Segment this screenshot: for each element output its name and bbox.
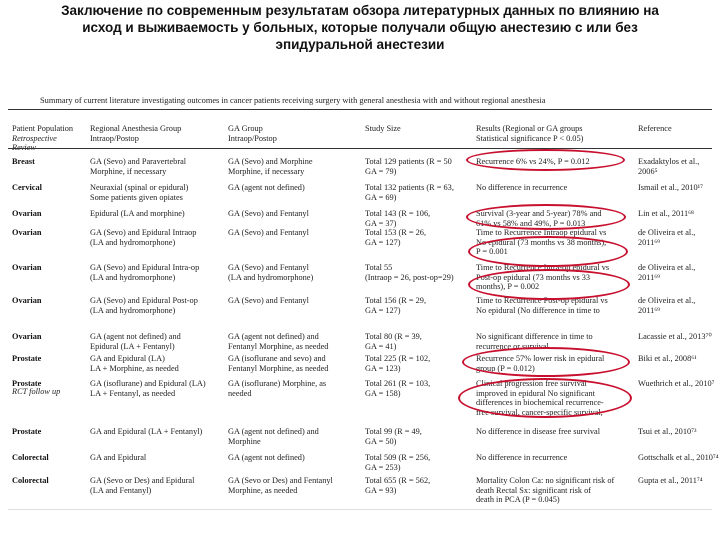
table-cell-results — [476, 183, 567, 193]
cell-line: Tsui et al., 2010⁷³ — [638, 427, 697, 436]
cell-line: GA and Epidural — [90, 453, 147, 462]
table-cell-ga — [228, 209, 309, 219]
table-cell-ra — [90, 157, 186, 176]
cell-line: GA (agent not defined) and — [228, 427, 319, 436]
cell-line: (LA and hydromorphone) — [90, 237, 176, 247]
table-cell-reference — [638, 228, 695, 247]
cell-line: Clinical progression free survival — [476, 379, 587, 388]
cell-line: Epidural (LA and morphine) — [90, 209, 185, 218]
cell-line: GA = 253) — [365, 462, 401, 472]
cell-line: GA = 79) — [365, 166, 397, 176]
cell-line: 2011⁶⁹ — [638, 305, 661, 315]
cell-line: Ovarian — [12, 332, 42, 341]
table-cell-results — [476, 476, 614, 505]
table-cell-results — [476, 157, 590, 167]
cell-line: GA and Epidural (LA + Fentanyl) — [90, 427, 203, 436]
cell-line: GA (Sevo) and Fentanyl — [228, 209, 309, 218]
table-cell-ra — [90, 354, 179, 373]
cell-line: Neuraxial (spinal or epidural) — [90, 183, 189, 192]
cell-line: GA (agent not defined) — [228, 183, 305, 192]
cell-line: Ovarian — [12, 228, 42, 237]
cell-line: Colorectal — [12, 453, 49, 462]
cell-line: Lin et al., 2011⁶⁸ — [638, 209, 694, 218]
cell-line: No epidural (No difference in time to — [476, 305, 600, 315]
table-cell-population — [12, 427, 41, 437]
cell-line: GA (Sevo) and Fentanyl — [228, 296, 309, 305]
cell-line: Ovarian — [12, 263, 42, 272]
table-cell-results — [476, 332, 593, 351]
cell-line: de Oliveira et al., — [638, 263, 696, 272]
cell-line: Total 55 — [365, 263, 393, 272]
cell-line: Lacassie et al., 2013⁷⁰ — [638, 332, 712, 341]
table-cell-population — [12, 263, 42, 273]
cell-line: Some patients given opiates — [90, 192, 183, 202]
table-cell-reference — [638, 379, 715, 389]
table-cell-ra — [90, 263, 199, 282]
cell-line: Total 143 (R = 106, — [365, 209, 431, 218]
cell-line: Colorectal — [12, 476, 49, 485]
table-cell-population — [12, 332, 42, 342]
table-cell-population — [12, 379, 41, 389]
cell-line: GA (Sevo) and Fentanyl — [228, 263, 309, 272]
table-cell-population — [12, 296, 42, 306]
cell-line: Time to Recurrence Intra-op epidural vs — [476, 263, 610, 272]
cell-line: GA = 93) — [365, 485, 397, 495]
cell-line: needed — [228, 388, 252, 398]
table-cell-results — [476, 228, 606, 257]
title-line: Заключение по современным результатам обзора литературных данных по влиянию на — [61, 3, 659, 18]
table-cell-results — [476, 263, 609, 292]
section-label-rct: RCT follow up — [12, 387, 61, 396]
cell-line: No difference in recurrence — [476, 453, 568, 462]
cell-line: No difference in recurrence — [476, 183, 568, 192]
cell-line: GA (Sevo) and Epidural Post-op — [90, 296, 198, 305]
cell-line: No difference in disease free survival — [476, 427, 601, 436]
title-line: эпидуральной анестезии — [275, 37, 445, 52]
cell-line: death in PCA (P = 0.045) — [476, 495, 560, 504]
cell-line: 2011⁶⁹ — [638, 272, 661, 282]
table-cell-size — [365, 332, 422, 351]
cell-line: No significant difference in time to — [476, 332, 593, 341]
table-cell-population — [12, 209, 42, 219]
table-cell-population — [12, 354, 41, 364]
table-cell-ga — [228, 379, 326, 398]
header-ra-group: Regional Anesthesia Group Intraop/Postop — [90, 124, 182, 143]
cell-line: GA (Sevo or Des) and Fentanyl — [228, 476, 333, 485]
cell-line: Total 261 (R = 103, — [365, 379, 431, 388]
cell-line: GA = 41) — [365, 341, 397, 351]
cell-line: group (P = 0.012) — [476, 363, 535, 373]
cell-line: GA = 127) — [365, 305, 401, 315]
cell-line: GA = 37) — [365, 218, 397, 228]
table-cell-reference — [638, 209, 694, 219]
cell-line: de Oliveira et al., — [638, 296, 696, 305]
cell-line: Ovarian — [12, 296, 42, 305]
cell-line: GA = 123) — [365, 363, 401, 373]
cell-line: improved in epidural No significant — [476, 388, 595, 398]
cell-line: Post-op epidural (73 months vs 33 — [476, 272, 591, 282]
table-cell-results — [476, 427, 600, 437]
cell-line: GA (agent not defined) and — [228, 332, 319, 341]
cell-line: Recurrence 57% lower risk in epidural — [476, 354, 605, 363]
cell-line: GA and Epidural (LA) — [90, 354, 165, 363]
cell-line: (LA and hydromorphone) — [90, 305, 176, 315]
table-cell-ga — [228, 228, 309, 238]
table-cell-population — [12, 183, 42, 193]
cell-line: Survival (3-year and 5-year) 78% and — [476, 209, 602, 218]
table-cell-population — [12, 228, 42, 238]
table-cell-ra — [90, 228, 196, 247]
table-cell-reference — [638, 427, 697, 437]
cell-line: Prostate — [12, 379, 42, 388]
cell-line: GA (agent not defined) — [228, 453, 305, 462]
cell-line: Total 655 (R = 562, — [365, 476, 431, 485]
table-cell-size — [365, 157, 452, 176]
table-cell-reference — [638, 296, 695, 315]
cell-line: Recurrence 6% vs 24%, P = 0.012 — [476, 157, 590, 166]
table-cell-size — [365, 379, 430, 398]
cell-line: Breast — [12, 157, 35, 166]
cell-line: Morphine, if necessary — [90, 166, 167, 176]
table-cell-size — [365, 183, 454, 202]
table-cell-results — [476, 379, 604, 417]
table-cell-size — [365, 296, 426, 315]
cell-line: Ovarian — [12, 209, 42, 218]
table-cell-ga — [228, 427, 319, 446]
cell-line: Mortality Colon Ca: no significant risk of — [476, 476, 615, 485]
cell-line: GA (isoflurane) Morphine, as — [228, 379, 327, 388]
header-ga-group: GA Group Intraop/Postop — [228, 124, 277, 143]
table-cell-size — [365, 354, 430, 373]
top-rule — [8, 109, 712, 110]
cell-line: Prostate — [12, 354, 42, 363]
cell-line: Wuethrich et al., 2010⁷ — [638, 379, 715, 388]
cell-line: 61% vs 58% and 49%, P = 0.013 — [476, 218, 586, 228]
table-cell-reference — [638, 476, 703, 486]
cell-line: GA = 158) — [365, 388, 401, 398]
table-cell-ra — [90, 427, 202, 437]
cell-line: No epidural (73 months vs 38 months), — [476, 237, 607, 247]
header-study-size: Study Size — [365, 124, 401, 133]
cell-line: GA (isoflurane and sevo) and — [228, 354, 326, 363]
cell-line: Total 509 (R = 256, — [365, 453, 431, 462]
cell-line: 2006⁵ — [638, 166, 658, 176]
table-cell-size — [365, 476, 430, 495]
cell-line: Ismail et al., 2010¹⁷ — [638, 183, 704, 192]
table-cell-population — [12, 157, 35, 167]
table-cell-size — [365, 263, 454, 282]
table-cell-ga — [228, 157, 313, 176]
table-cell-ga — [228, 476, 333, 495]
table-cell-size — [365, 427, 422, 446]
table-cell-ra — [90, 476, 194, 495]
cell-line: Time to Recurrence Post-op epidural vs — [476, 296, 608, 305]
table-cell-reference — [638, 157, 699, 176]
cell-line: (LA and hydromorphone) — [228, 272, 314, 282]
cell-line: recurrence or survival — [476, 341, 549, 351]
cell-line: GA (isoflurane) and Epidural (LA) — [90, 379, 206, 388]
table-cell-ga — [228, 183, 305, 193]
table-cell-ga — [228, 354, 328, 373]
cell-line: P = 0.001 — [476, 247, 508, 256]
cell-line: Morphine, if necessary — [228, 166, 305, 176]
slide-title — [20, 2, 700, 53]
table-cell-ga — [228, 296, 309, 306]
table-cell-reference — [638, 332, 712, 342]
table-cell-size — [365, 228, 426, 247]
cell-line: GA = 50) — [365, 436, 397, 446]
cell-line: (LA and Fentanyl) — [90, 485, 152, 495]
cell-line: LA + Fentanyl, as needed — [90, 388, 176, 398]
table-cell-ga — [228, 332, 328, 351]
cell-line: LA + Morphine, as needed — [90, 363, 179, 373]
cell-line: differences in biochemical recurrence- — [476, 398, 604, 407]
table-cell-ra — [90, 379, 206, 398]
cell-line: GA (Sevo or Des) and Epidural — [90, 476, 195, 485]
cell-line: de Oliveira et al., — [638, 228, 696, 237]
cell-line: Total 80 (R = 39, — [365, 332, 422, 341]
cell-line: GA (Sevo) and Fentanyl — [228, 228, 309, 237]
cell-line: Biki et al., 2008⁶¹ — [638, 354, 697, 363]
table-cell-ra — [90, 296, 198, 315]
cell-line: GA (Sevo) and Epidural Intra-op — [90, 263, 200, 272]
cell-line: Prostate — [12, 427, 42, 436]
table-cell-population — [12, 453, 49, 463]
table-cell-ra — [90, 453, 146, 463]
cell-line: Exadaktylos et al., — [638, 157, 700, 166]
cell-line: Time to Recurrence Intraop epidural vs — [476, 228, 607, 237]
cell-line: 2011⁶⁹ — [638, 237, 661, 247]
cell-line: Gottschalk et al., 2010⁷⁴ — [638, 453, 719, 462]
cell-line: GA (Sevo) and Epidural Intraop — [90, 228, 197, 237]
cell-line: Total 129 patients (R = 50 — [365, 157, 452, 166]
table-cell-size — [365, 209, 430, 228]
cell-line: Epidural (LA + Fentanyl) — [90, 341, 175, 351]
title-line: исход и выживаемость у больных, которые получали общую анестезию с или без — [82, 20, 638, 35]
cell-line: (LA and hydromorphone) — [90, 272, 176, 282]
cell-line: GA = 127) — [365, 237, 401, 247]
cell-line: Gupta et al., 2011⁷⁴ — [638, 476, 703, 485]
cell-line: GA (Sevo) and Morphine — [228, 157, 313, 166]
table-cell-ra — [90, 332, 181, 351]
cell-line: Total 153 (R = 26, — [365, 228, 427, 237]
header-reference: Reference — [638, 124, 672, 133]
cell-line: GA (Sevo) and Paravertebral — [90, 157, 187, 166]
cell-line: months), P = 0.002 — [476, 282, 540, 291]
cell-line: Total 225 (R = 102, — [365, 354, 431, 363]
table-cell-results — [476, 296, 608, 315]
cell-line: Fentanyl Morphine, as needed — [228, 363, 329, 373]
table-cell-results — [476, 453, 567, 463]
cell-line: Cervical — [12, 183, 42, 192]
cell-line: Fentanyl Morphine, as needed — [228, 341, 329, 351]
cell-line: Morphine — [228, 436, 261, 446]
cell-line: Total 156 (R = 29, — [365, 296, 427, 305]
table-cell-results — [476, 209, 602, 228]
cell-line: free survival, cancer-specific survival, — [476, 407, 603, 417]
header-results: Results (Regional or GA groups Statistical significance P < 0.05) — [476, 124, 584, 143]
table-cell-ra — [90, 209, 185, 219]
cell-line: GA = 69) — [365, 192, 397, 202]
header-rule — [8, 148, 712, 149]
cell-line: Morphine, as needed — [228, 485, 298, 495]
table-cell-reference — [638, 354, 697, 364]
header-population: Patient Population Retrospective Review — [12, 124, 74, 152]
table-caption: Summary of current literature investigating outcomes in cancer patients receiving surgery with general anesthesia with and without regional anesthesia — [40, 96, 546, 105]
cell-line: Total 99 (R = 49, — [365, 427, 422, 436]
bottom-rule — [8, 509, 712, 510]
cell-line: GA (agent not defined) and — [90, 332, 181, 341]
cell-line: death Rectal Sx: significant risk of — [476, 485, 591, 495]
cell-line: Total 132 patients (R = 63, — [365, 183, 454, 192]
table-cell-results — [476, 354, 604, 373]
table-cell-reference — [638, 183, 703, 193]
cell-line: (Intraop = 26, post-op=29) — [365, 272, 454, 282]
table-cell-reference — [638, 453, 719, 463]
table-cell-reference — [638, 263, 695, 282]
literature-table — [8, 96, 719, 516]
table-cell-size — [365, 453, 430, 472]
table-cell-ga — [228, 453, 305, 463]
table-cell-ga — [228, 263, 313, 282]
table-cell-population — [12, 476, 49, 486]
table-cell-ra — [90, 183, 188, 202]
